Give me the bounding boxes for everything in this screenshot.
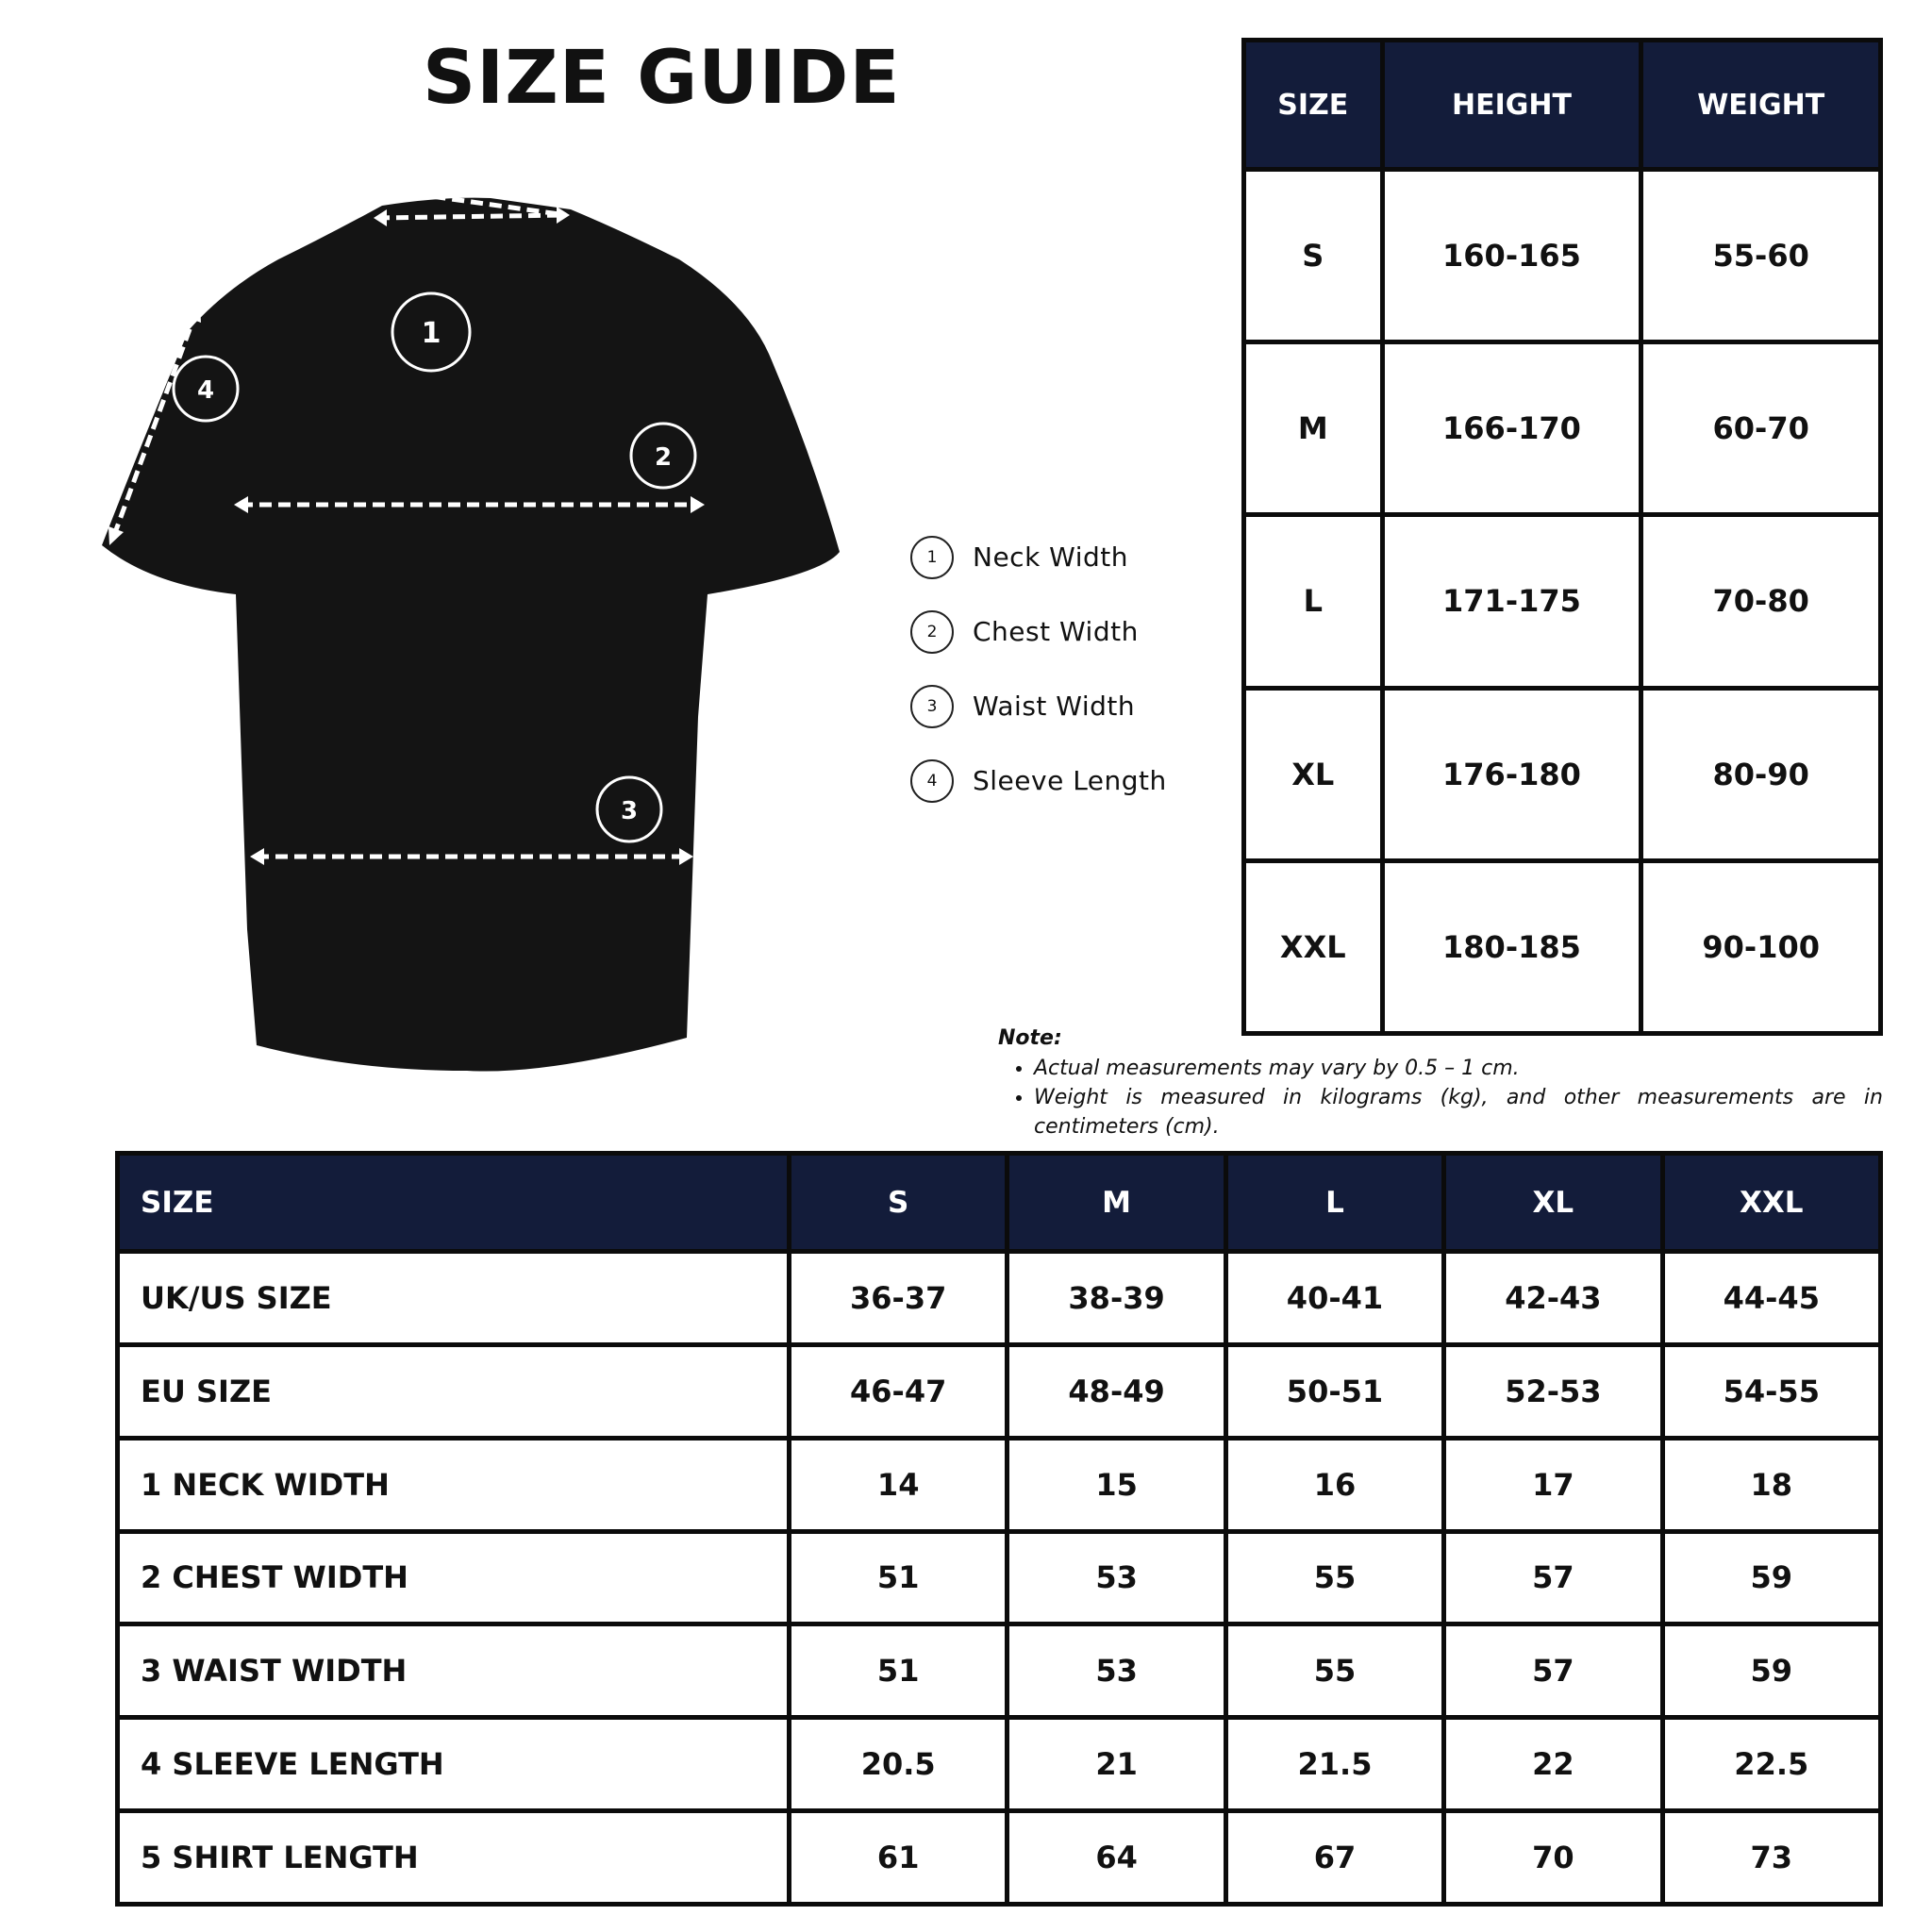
table-cell: 61 (790, 1811, 1008, 1905)
table-cell: 55 (1225, 1624, 1443, 1718)
column-header-xl: XL (1444, 1154, 1662, 1252)
table-cell: 20.5 (790, 1718, 1008, 1811)
tshirt-illustration (94, 189, 849, 1075)
table-cell: 60-70 (1641, 342, 1881, 515)
table-cell: 38-39 (1008, 1252, 1225, 1345)
table-row (118, 1531, 1881, 1624)
svg-text:1: 1 (421, 317, 441, 350)
table-cell: 73 (1662, 1811, 1880, 1905)
column-header-size: SIZE (118, 1154, 790, 1252)
table-row (118, 1811, 1881, 1905)
table-cell: XL (1244, 688, 1383, 860)
measurement-note (998, 1026, 1883, 1141)
table-cell: 160-165 (1382, 170, 1641, 342)
legend-label: Waist Width (973, 691, 1136, 722)
table-cell: 54-55 (1662, 1344, 1880, 1438)
legend-number: 3 (910, 685, 954, 728)
table-cell: 176-180 (1382, 688, 1641, 860)
svg-text:4: 4 (196, 376, 215, 405)
table-cell: 21.5 (1225, 1718, 1443, 1811)
table-cell: 171-175 (1382, 515, 1641, 688)
table-cell: S (1244, 170, 1383, 342)
row-label: 4 SLEEVE LENGTH (118, 1718, 790, 1811)
table-cell: 166-170 (1382, 342, 1641, 515)
table-cell: 17 (1444, 1438, 1662, 1531)
table-row (1244, 170, 1881, 342)
table-cell: 48-49 (1008, 1344, 1225, 1438)
svg-text:2: 2 (654, 443, 673, 472)
table-cell: 59 (1662, 1624, 1880, 1718)
legend-number: 1 (910, 536, 954, 579)
column-header-size: SIZE (1244, 41, 1383, 170)
table-cell: 50-51 (1225, 1344, 1443, 1438)
table-cell: 180-185 (1382, 860, 1641, 1033)
table-cell: 55 (1225, 1531, 1443, 1624)
table-cell: 14 (790, 1438, 1008, 1531)
row-label: UK/US SIZE (118, 1252, 790, 1345)
table-cell: 70 (1444, 1811, 1662, 1905)
row-label: EU SIZE (118, 1344, 790, 1438)
row-label: 5 SHIRT LENGTH (118, 1811, 790, 1905)
table-row (1244, 342, 1881, 515)
table-cell: 55-60 (1641, 170, 1881, 342)
table-row (1244, 688, 1881, 860)
note-title: Note: (998, 1026, 1062, 1050)
column-header-m: M (1008, 1154, 1225, 1252)
column-header-l: L (1225, 1154, 1443, 1252)
table-row (1244, 515, 1881, 688)
legend-number: 4 (910, 759, 954, 803)
legend-label: Sleeve Length (973, 765, 1167, 796)
table-cell: 44-45 (1662, 1252, 1880, 1345)
legend-number: 2 (910, 610, 954, 654)
table-row (118, 1718, 1881, 1811)
legend-label: Chest Width (973, 616, 1139, 647)
table-row (118, 1438, 1881, 1531)
note-item: • Weight is measured in kilograms (kg), and other measurements are in centimeters (cm). (1034, 1083, 1883, 1141)
table-cell: 52-53 (1444, 1344, 1662, 1438)
table-cell: 67 (1225, 1811, 1443, 1905)
table-header-row (118, 1154, 1881, 1252)
table-cell: 46-47 (790, 1344, 1008, 1438)
page-title: SIZE GUIDE (423, 36, 901, 121)
table-cell: 22.5 (1662, 1718, 1880, 1811)
table-row (118, 1624, 1881, 1718)
table-cell: 51 (790, 1531, 1008, 1624)
table-header-row (1244, 41, 1881, 170)
table-cell: M (1244, 342, 1383, 515)
table-cell: 16 (1225, 1438, 1443, 1531)
table-cell: 59 (1662, 1531, 1880, 1624)
table-cell: 40-41 (1225, 1252, 1443, 1345)
table-cell: 53 (1008, 1531, 1225, 1624)
table-cell: 42-43 (1444, 1252, 1662, 1345)
note-list (998, 1054, 1883, 1141)
column-header-s: S (790, 1154, 1008, 1252)
note-item: • Actual measurements may vary by 0.5 – 1 cm. (1034, 1054, 1883, 1083)
row-label: 1 NECK WIDTH (118, 1438, 790, 1531)
legend-label: Neck Width (973, 541, 1129, 573)
table-cell: XXL (1244, 860, 1383, 1033)
svg-text:3: 3 (620, 797, 639, 825)
height-weight-table (1241, 38, 1883, 1036)
table-cell: 51 (790, 1624, 1008, 1718)
table-cell: 18 (1662, 1438, 1880, 1531)
column-header-weight: WEIGHT (1641, 41, 1881, 170)
table-row (118, 1252, 1881, 1345)
table-cell: L (1244, 515, 1383, 688)
measurement-table (115, 1151, 1883, 1907)
table-cell: 64 (1008, 1811, 1225, 1905)
table-cell: 80-90 (1641, 688, 1881, 860)
table-row (1244, 860, 1881, 1033)
table-cell: 22 (1444, 1718, 1662, 1811)
table-cell: 57 (1444, 1531, 1662, 1624)
table-cell: 53 (1008, 1624, 1225, 1718)
table-cell: 21 (1008, 1718, 1225, 1811)
table-cell: 36-37 (790, 1252, 1008, 1345)
table-cell: 90-100 (1641, 860, 1881, 1033)
table-row (118, 1344, 1881, 1438)
table-cell: 15 (1008, 1438, 1225, 1531)
column-header-height: HEIGHT (1382, 41, 1641, 170)
column-header-xxl: XXL (1662, 1154, 1880, 1252)
table-cell: 70-80 (1641, 515, 1881, 688)
row-label: 2 CHEST WIDTH (118, 1531, 790, 1624)
row-label: 3 WAIST WIDTH (118, 1624, 790, 1718)
table-cell: 57 (1444, 1624, 1662, 1718)
